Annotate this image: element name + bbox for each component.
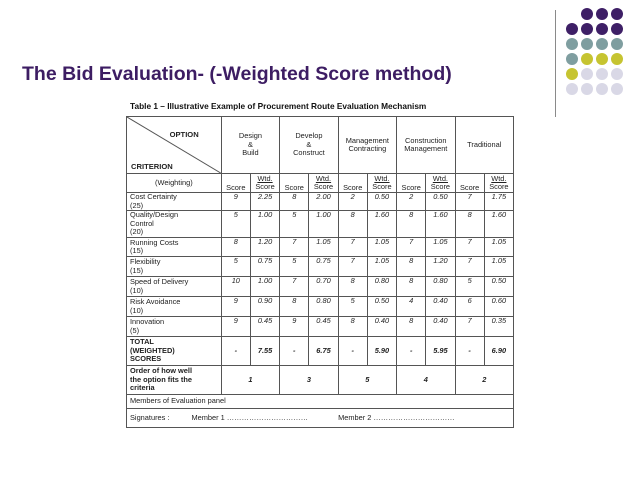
decorative-dot: [581, 8, 593, 20]
score-cell: 7: [455, 257, 484, 277]
wtd-label: Wtd.: [432, 173, 448, 183]
total-weighted-cell: 6.90: [484, 337, 513, 366]
decorative-dot: [611, 68, 623, 80]
panel-label: Members of Evaluation panel: [127, 395, 514, 409]
score-cell: 7: [280, 238, 309, 257]
weighted-score-cell: 1.05: [367, 238, 396, 257]
score-cell: 8: [455, 211, 484, 238]
cell-line: Contracting: [348, 144, 387, 153]
cell-line: Running Costs: [130, 237, 179, 247]
cell-line: Risk Avoidance: [130, 297, 181, 306]
weighted-score-cell: 1.60: [426, 211, 455, 238]
total-weighted-cell: 7.55: [250, 337, 279, 366]
score-cell: 9: [280, 317, 309, 337]
decorative-dot: [596, 23, 608, 35]
weighted-score-cell: 1.75: [484, 193, 513, 211]
option-header: [280, 117, 338, 174]
cell-line: (20): [130, 227, 144, 237]
weighted-score-cell: 1.00: [309, 211, 338, 238]
weighted-score-cell: 0.80: [309, 297, 338, 317]
order-rank-cell: 3: [280, 366, 338, 395]
score-cell: 8: [280, 193, 309, 211]
criterion-cell: [127, 297, 222, 317]
cell-line: (15): [130, 265, 144, 275]
score-cell: 5: [280, 211, 309, 238]
wtd-score-label: Score: [313, 182, 334, 191]
total-weighted-cell: 6.75: [309, 337, 338, 366]
cell-line: Cost Certainty: [130, 192, 177, 201]
decorative-dot: [581, 23, 593, 35]
option-header: [338, 117, 396, 174]
cell-line: SCORES: [130, 354, 162, 364]
weighted-score-cell: 1.05: [309, 238, 338, 257]
weighted-score-cell: 0.40: [367, 317, 396, 337]
weighted-score-cell: 2.25: [250, 193, 279, 211]
score-cell: 7: [338, 238, 367, 257]
weighted-score-header: [484, 174, 513, 193]
weighted-score-cell: 1.00: [250, 277, 279, 297]
weighting-label: (Weighting): [127, 174, 222, 193]
score-cell: 2: [338, 193, 367, 211]
total-score-cell: -: [221, 337, 250, 366]
decorative-dot: [596, 53, 608, 65]
score-cell: 8: [221, 238, 250, 257]
weighted-score-cell: 0.75: [309, 257, 338, 277]
weighted-score-header: [367, 174, 396, 193]
total-score-cell: -: [397, 337, 426, 366]
option-criterion-corner: [127, 117, 222, 174]
cell-line: Design: [238, 131, 262, 141]
option-label: OPTION: [169, 130, 199, 139]
weighted-score-cell: 1.20: [426, 257, 455, 277]
decorative-dot: [581, 83, 593, 95]
cell-line: Control: [130, 218, 154, 228]
total-row: [127, 337, 514, 366]
cell-line: Quality/Design: [130, 210, 179, 220]
score-cell: 8: [338, 317, 367, 337]
weighted-score-cell: 0.40: [426, 297, 455, 317]
score-cell: 8: [397, 257, 426, 277]
divider-line: [555, 10, 556, 117]
score-header: Score: [455, 174, 484, 193]
decorative-dot: [581, 68, 593, 80]
score-cell: 5: [455, 277, 484, 297]
decorative-dot: [596, 8, 608, 20]
decorative-dot: [566, 53, 578, 65]
score-cell: 2: [397, 193, 426, 211]
weighted-score-cell: 1.60: [367, 211, 396, 238]
order-rank-cell: 4: [397, 366, 455, 395]
criterion-cell: [127, 193, 222, 211]
criterion-cell: [127, 257, 222, 277]
decorative-dot: [566, 68, 578, 80]
wtd-score-label: Score: [430, 182, 451, 191]
weighted-score-cell: 1.05: [426, 238, 455, 257]
score-cell: 9: [221, 297, 250, 317]
criterion-label: CRITERION: [131, 161, 173, 171]
score-cell: 5: [221, 211, 250, 238]
cell-line: (10): [130, 285, 144, 295]
cell-line: &: [247, 139, 253, 149]
wtd-score-label: Score: [255, 182, 275, 191]
cell-line: Order of how well: [130, 366, 193, 376]
option-header: [397, 117, 455, 174]
total-label: [127, 337, 222, 366]
panel-row: [127, 395, 514, 409]
order-row: [127, 366, 514, 395]
subheader-row: [127, 174, 514, 193]
weighted-score-cell: 0.60: [484, 297, 513, 317]
score-cell: 7: [397, 238, 426, 257]
weighted-score-cell: 1.60: [484, 211, 513, 238]
criterion-cell: [127, 317, 222, 337]
cell-line: Construction: [405, 135, 447, 145]
score-cell: 10: [221, 277, 250, 297]
score-cell: 7: [338, 257, 367, 277]
option-header: [221, 117, 279, 174]
cell-line: criteria: [130, 383, 155, 393]
decorative-dot: [611, 38, 623, 50]
score-cell: 8: [397, 211, 426, 238]
weighted-score-header: [309, 174, 338, 193]
signatures-cell: [127, 409, 514, 428]
option-header: [455, 117, 513, 174]
criterion-row: [127, 238, 514, 257]
weighted-score-cell: 0.80: [426, 277, 455, 297]
score-cell: 6: [455, 297, 484, 317]
cell-line: the option fits the: [130, 374, 192, 384]
score-header: Score: [280, 174, 309, 193]
weighted-score-cell: 1.05: [484, 257, 513, 277]
score-cell: 5: [280, 257, 309, 277]
score-cell: 8: [280, 297, 309, 317]
score-cell: 7: [455, 238, 484, 257]
evaluation-table: [126, 116, 514, 428]
wtd-score-label: Score: [489, 182, 509, 191]
cell-line: Management: [345, 135, 389, 145]
weighted-score-cell: 1.05: [484, 238, 513, 257]
cell-line: Flexibility: [130, 257, 161, 266]
decorative-dot: [611, 83, 623, 95]
weighted-score-header: [426, 174, 455, 193]
weighted-score-cell: 1.05: [367, 257, 396, 277]
total-score-cell: -: [338, 337, 367, 366]
slide-title: The Bid Evaluation- (-Weighted Score method): [22, 63, 452, 85]
score-cell: 8: [397, 317, 426, 337]
score-cell: 8: [397, 277, 426, 297]
weighted-score-cell: 0.90: [250, 297, 279, 317]
order-label: [127, 366, 222, 395]
weighted-score-cell: 0.50: [484, 277, 513, 297]
cell-line: (10): [130, 305, 144, 315]
weighted-score-cell: 0.45: [309, 317, 338, 337]
criterion-row: [127, 297, 514, 317]
criterion-cell: [127, 211, 222, 238]
score-cell: 9: [221, 317, 250, 337]
total-weighted-cell: 5.95: [426, 337, 455, 366]
order-rank-cell: 2: [455, 366, 513, 395]
cell-line: Construct: [293, 148, 325, 158]
criterion-row: [127, 317, 514, 337]
weighted-score-cell: 0.70: [309, 277, 338, 297]
weighted-score-header: [250, 174, 279, 193]
score-cell: 4: [397, 297, 426, 317]
score-cell: 7: [455, 317, 484, 337]
weighted-score-cell: 0.80: [367, 277, 396, 297]
decorative-dot: [581, 53, 593, 65]
score-cell: 8: [338, 211, 367, 238]
weighted-score-cell: 0.50: [367, 297, 396, 317]
criterion-row: [127, 193, 514, 211]
weighted-score-cell: 0.35: [484, 317, 513, 337]
order-rank-cell: 5: [338, 366, 396, 395]
weighted-score-cell: 0.45: [250, 317, 279, 337]
total-weighted-cell: 5.90: [367, 337, 396, 366]
cell-line: Management: [404, 144, 448, 153]
cell-line: Speed of Delivery: [130, 277, 189, 286]
score-cell: 7: [455, 193, 484, 211]
score-cell: 7: [280, 277, 309, 297]
weighted-score-cell: 0.40: [426, 317, 455, 337]
weighted-score-cell: 0.50: [367, 193, 396, 211]
cell-line: (15): [130, 246, 144, 255]
wtd-score-label: Score: [372, 182, 392, 191]
header-row: [127, 117, 514, 174]
cell-line: (5): [130, 325, 140, 335]
member1-line: Member 1 ……………………………: [191, 412, 309, 422]
cell-line: TOTAL: [130, 337, 154, 347]
cell-line: Develop: [295, 131, 323, 141]
table-caption: Table 1 – Illustrative Example of Procurement Route Evaluation Mechanism: [130, 101, 427, 111]
cell-line: (25): [130, 200, 144, 210]
wtd-label: Wtd.: [374, 173, 390, 183]
criterion-cell: [127, 277, 222, 297]
weighted-score-cell: 2.00: [309, 193, 338, 211]
decorative-dot: [611, 53, 623, 65]
score-cell: 9: [221, 193, 250, 211]
wtd-label: Wtd.: [491, 173, 507, 183]
cell-line: Innovation: [130, 317, 165, 326]
score-header: Score: [221, 174, 250, 193]
total-score-cell: -: [280, 337, 309, 366]
criterion-cell: [127, 238, 222, 257]
decorative-dot: [581, 38, 593, 50]
weighted-score-cell: 1.00: [250, 211, 279, 238]
cell-line: (WEIGHTED): [130, 345, 175, 355]
weighted-score-cell: 0.75: [250, 257, 279, 277]
score-header: Score: [397, 174, 426, 193]
decorative-dot: [611, 8, 623, 20]
signatures-label: Signatures :: [130, 412, 170, 422]
score-header: Score: [338, 174, 367, 193]
wtd-label: Wtd.: [257, 173, 273, 183]
order-rank-cell: 1: [221, 366, 279, 395]
score-cell: 5: [221, 257, 250, 277]
cell-line: Traditional: [467, 139, 502, 149]
decorative-dot: [566, 38, 578, 50]
weighted-score-cell: 1.20: [250, 238, 279, 257]
decorative-dot: [611, 23, 623, 35]
criterion-row: [127, 257, 514, 277]
cell-line: &: [306, 139, 312, 149]
cell-line: Build: [242, 148, 259, 158]
score-cell: 5: [338, 297, 367, 317]
wtd-label: Wtd.: [315, 173, 332, 183]
decorative-dot: [596, 38, 608, 50]
total-score-cell: -: [455, 337, 484, 366]
score-cell: 8: [338, 277, 367, 297]
decorative-dot: [596, 68, 608, 80]
weighted-score-cell: 0.50: [426, 193, 455, 211]
decorative-dot: [566, 23, 578, 35]
criterion-row: [127, 277, 514, 297]
criterion-row: [127, 211, 514, 238]
decorative-dot: [566, 83, 578, 95]
signatures-row: [127, 409, 514, 428]
member2-line: Member 2 ……………………………: [338, 412, 455, 422]
decorative-dot: [596, 83, 608, 95]
